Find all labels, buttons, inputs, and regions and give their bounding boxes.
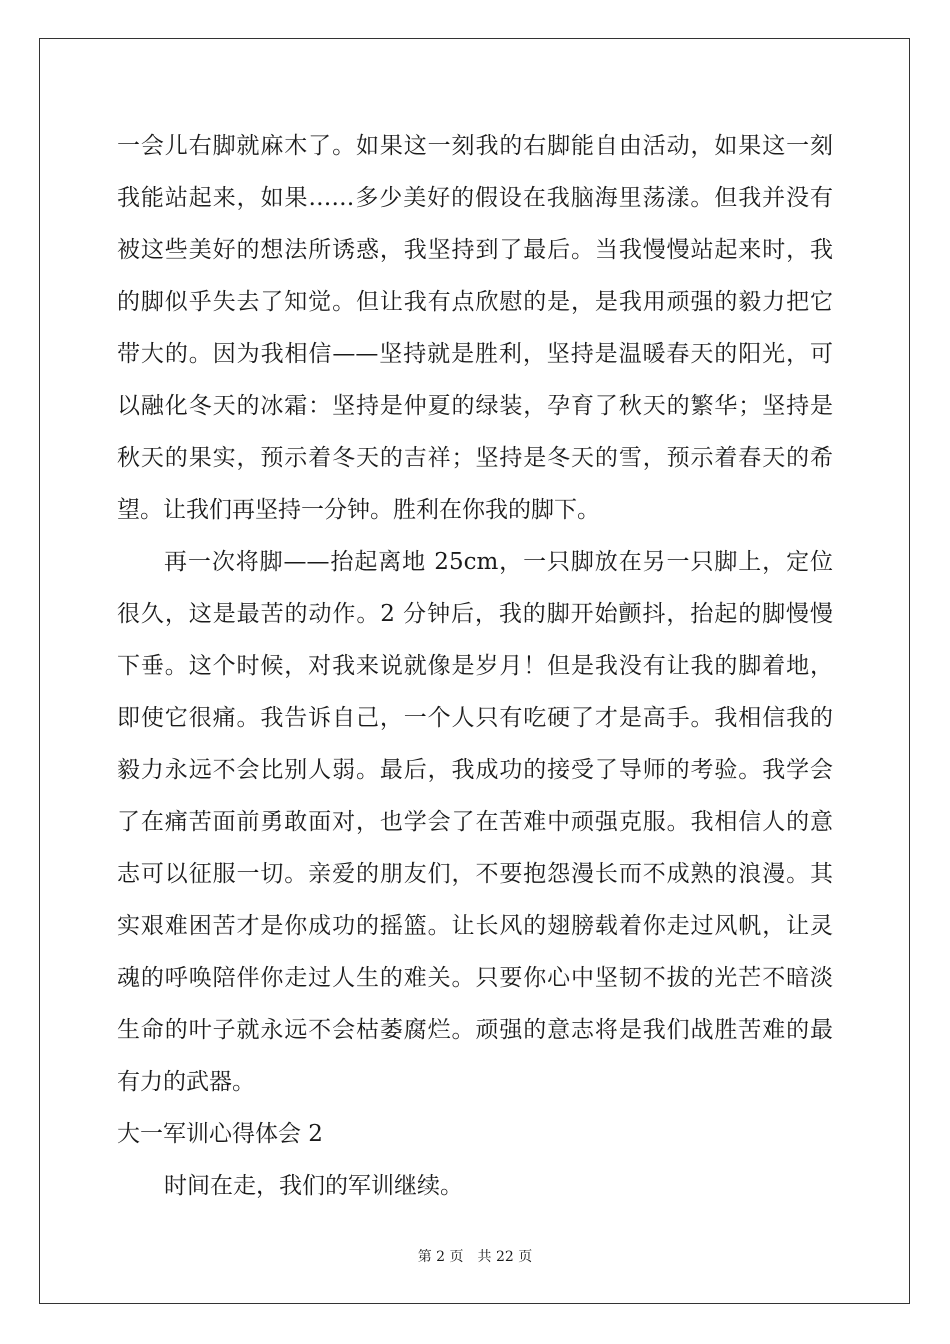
text-line: 一会儿右脚就麻木了。如果这一刻我的右脚能自由活动，如果这一刻 (117, 133, 833, 159)
text-line: 毅力永远不会比别人弱。最后，我成功的接受了导师的考验。我学会 (117, 757, 833, 783)
text-line: 被这些美好的想法所诱惑，我坚持到了最后。当我慢慢站起来时，我 (117, 237, 833, 263)
text-line: 我能站起来，如果……多少美好的假设在我脑海里荡漾。但我并没有 (117, 185, 833, 211)
text-line: 秋天的果实，预示着冬天的吉祥；坚持是冬天的雪，预示着春天的希 (117, 445, 833, 471)
text-line: 即使它很痛。我告诉自己，一个人只有吃硬了才是高手。我相信我的 (117, 705, 833, 731)
text-line: 以融化冬天的冰霜：坚持是仲夏的绿装，孕育了秋天的繁华；坚持是 (117, 393, 833, 419)
text-line: 带大的。因为我相信——坚持就是胜利，坚持是温暖春天的阳光，可 (117, 341, 833, 367)
text-line: 有力的武器。 (117, 1069, 255, 1095)
text-line: 下垂。这个时候，对我来说就像是岁月！但是我没有让我的脚着地， (117, 653, 833, 679)
section-heading: 大一军训心得体会 2 (117, 1121, 323, 1147)
text-line: 魂的呼唤陪伴你走过人生的难关。只要你心中坚韧不拔的光芒不暗淡 (117, 965, 833, 991)
text-line: 望。让我们再坚持一分钟。胜利在你我的脚下。 (117, 497, 600, 523)
text-line: 志可以征服一切。亲爱的朋友们，不要抱怨漫长而不成熟的浪漫。其 (117, 861, 833, 887)
text-line: 了在痛苦面前勇敢面对，也学会了在苦难中顽强克服。我相信人的意 (117, 809, 833, 835)
text-line: 生命的叶子就永远不会枯萎腐烂。顽强的意志将是我们战胜苦难的最 (117, 1017, 833, 1043)
text-line: 时间在走，我们的军训继续。 (164, 1173, 463, 1199)
text-line: 实艰难困苦才是你成功的摇篮。让长风的翅膀载着你走过风帆，让灵 (117, 913, 833, 939)
text-line: 的脚似乎失去了知觉。但让我有点欣慰的是，是我用顽强的毅力把它 (117, 289, 833, 315)
text-line: 再一次将脚——抬起离地 25cm，一只脚放在另一只脚上，定位 (164, 549, 833, 575)
text-line: 很久，这是最苦的动作。2 分钟后，我的脚开始颤抖，抬起的脚慢慢 (117, 601, 833, 627)
page-number-footer: 第 2 页 共 22 页 (417, 1249, 533, 1265)
document-body (117, 126, 833, 1218)
